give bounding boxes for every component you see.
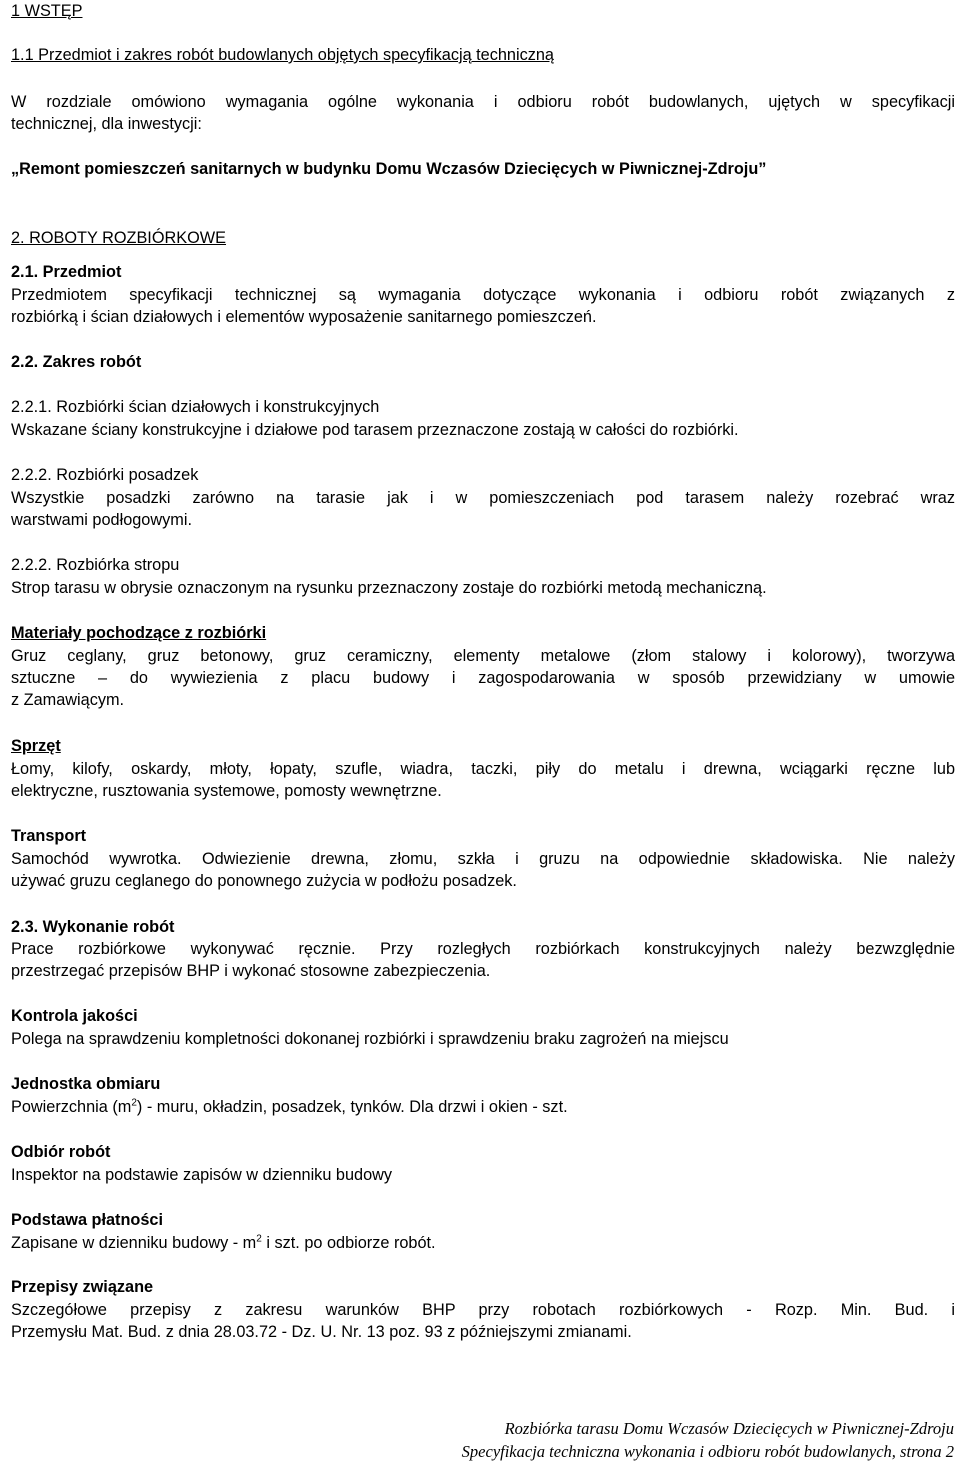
execution-title: 2.3. Wykonanie robót <box>11 918 175 936</box>
heading-1: 1 WSTĘP <box>11 2 83 20</box>
section-2-2-2a-line-1: Wszystkie posadzki zarówno na tarasie jak i w pomieszczeniach pod tarasem należy rozebrać wraz <box>11 489 955 507</box>
transport-line-2: używać gruzu ceglanego do ponownego zużycia w podłożu posadzek. <box>11 872 517 890</box>
project-title: „Remont pomieszczeń sanitarnych w budynku Domu Wczasów Dziecięcych w Piwnicznej-Zdroju” <box>11 160 767 178</box>
transport-title: Transport <box>11 827 87 845</box>
execution-line-2: przestrzegać przepisów BHP i wykonać stosowne zabezpieczenia. <box>11 962 491 980</box>
equipment-line-1: Łomy, kilofy, oskardy, młoty, łopaty, szufle, wiadra, taczki, piły do metalu i drewna, wciągarki ręczne lub <box>11 760 955 778</box>
section-2-2-1-text: Wskazane ściany konstrukcyjne i działowe pod tarasem przeznaczone zostają w całości do rozbiórki. <box>11 421 739 439</box>
equipment-line-2: elektryczne, rusztowania systemowe, pomosty wewnętrzne. <box>11 782 442 800</box>
transport-line-1: Samochód wywrotka. Odwiezienie drewna, złomu, szkła i gruzu na odpowiednie składowiska. Nie należy <box>11 850 955 868</box>
section-2-2-title: 2.2. Zakres robót <box>11 353 142 371</box>
section-2-1-line-1: Przedmiotem specyfikacji technicznej są wymagania dotyczące wykonania i odbioru robót związanych z <box>11 286 955 304</box>
regulations-line-2: Przemysłu Mat. Bud. z dnia 28.03.72 - Dz. U. Nr. 13 poz. 93 z późniejszymi zmianami. <box>11 1323 632 1341</box>
materials-line-3: z Zamawiącym. <box>11 691 125 709</box>
superscript-2: 2 <box>131 1097 137 1109</box>
materials-line-2: sztuczne – do wywiezienia z placu budowy i zagospodarowania w sposób przewidziany w umowie <box>11 669 955 687</box>
materials-line-1: Gruz ceglany, gruz betonowy, gruz ceramiczny, elementy metalowe (złom stalowy i kolorowy), tworzywa <box>11 647 955 665</box>
section-2-2-2a-line-2: warstwami podłogowymi. <box>11 511 192 529</box>
unit-title: Jednostka obmiaru <box>11 1075 161 1093</box>
heading-1-1: 1.1 Przedmiot i zakres robót budowlanych objętych specyfikacją techniczną <box>11 46 554 64</box>
equipment-title: Sprzęt <box>11 737 61 755</box>
intro-line-1: W rozdziale omówiono wymagania ogólne wykonania i odbioru robót budowlanych, ujętych w specyfikacji <box>11 93 955 111</box>
section-2-title: 2. ROBOTY ROZBIÓRKOWE <box>11 229 227 247</box>
unit-text: Powierzchnia $(m^2)$ - muru, okładzin, posadzek, tynków. Dla drzwi i okien - szt. <box>11 1097 568 1116</box>
section-2-1-line-2: rozbiórką i ścian działowych i elementów wyposażenie sanitarnego pomieszczeń. <box>11 308 597 326</box>
payment-title: Podstawa płatności <box>11 1211 163 1229</box>
section-2-2-1-title: 2.2.1. Rozbiórki ścian działowych i konstrukcyjnych <box>11 398 380 416</box>
quality-text: Polega na sprawdzeniu kompletności dokonanej rozbiórki i sprawdzeniu braku zagrożeń na miejscu <box>11 1030 729 1048</box>
regulations-title: Przepisy związane <box>11 1278 154 1296</box>
section-2-2-2b-text: Strop tarasu w obrysie oznaczonym na rysunku przeznaczony zostaje do rozbiórki metodą mechaniczną. <box>11 579 767 597</box>
footer-line-1: Rozbiórka tarasu Domu Wczasów Dziecięcych w Piwnicznej-Zdroju <box>504 1419 954 1438</box>
quality-title: Kontrola jakości <box>11 1007 138 1025</box>
section-2-1-title: 2.1. Przedmiot <box>11 263 122 281</box>
section-2-2-2a-title: 2.2.2. Rozbiórki posadzek <box>11 466 199 484</box>
regulations-line-1: Szczegółowe przepisy z zakresu warunków BHP przy robotach rozbiórkowych - Rozp. Min. Bud. i <box>11 1301 955 1319</box>
materials-title: Materiały pochodzące z rozbiórki <box>11 624 267 642</box>
superscript-2: 2 <box>256 1233 262 1245</box>
intro-line-2: technicznej, dla inwestycji: <box>11 115 202 133</box>
footer-line-2: Specyfikacja techniczna wykonania i odbioru robót budowlanych, strona 2 <box>461 1442 954 1461</box>
acceptance-text: Inspektor na podstawie zapisów w dzienniku budowy <box>11 1166 393 1184</box>
section-2-2-2b-title: 2.2.2. Rozbiórka stropu <box>11 556 180 574</box>
execution-line-1: Prace rozbiórkowe wykonywać ręcznie. Przy rozległych rozbiórkach konstrukcyjnych należy bezwzględnie <box>11 940 955 958</box>
acceptance-title: Odbiór robót <box>11 1143 111 1161</box>
payment-text: Zapisane w dzienniku budowy - $m^2$ i szt. po odbiorze robót. <box>11 1233 436 1252</box>
